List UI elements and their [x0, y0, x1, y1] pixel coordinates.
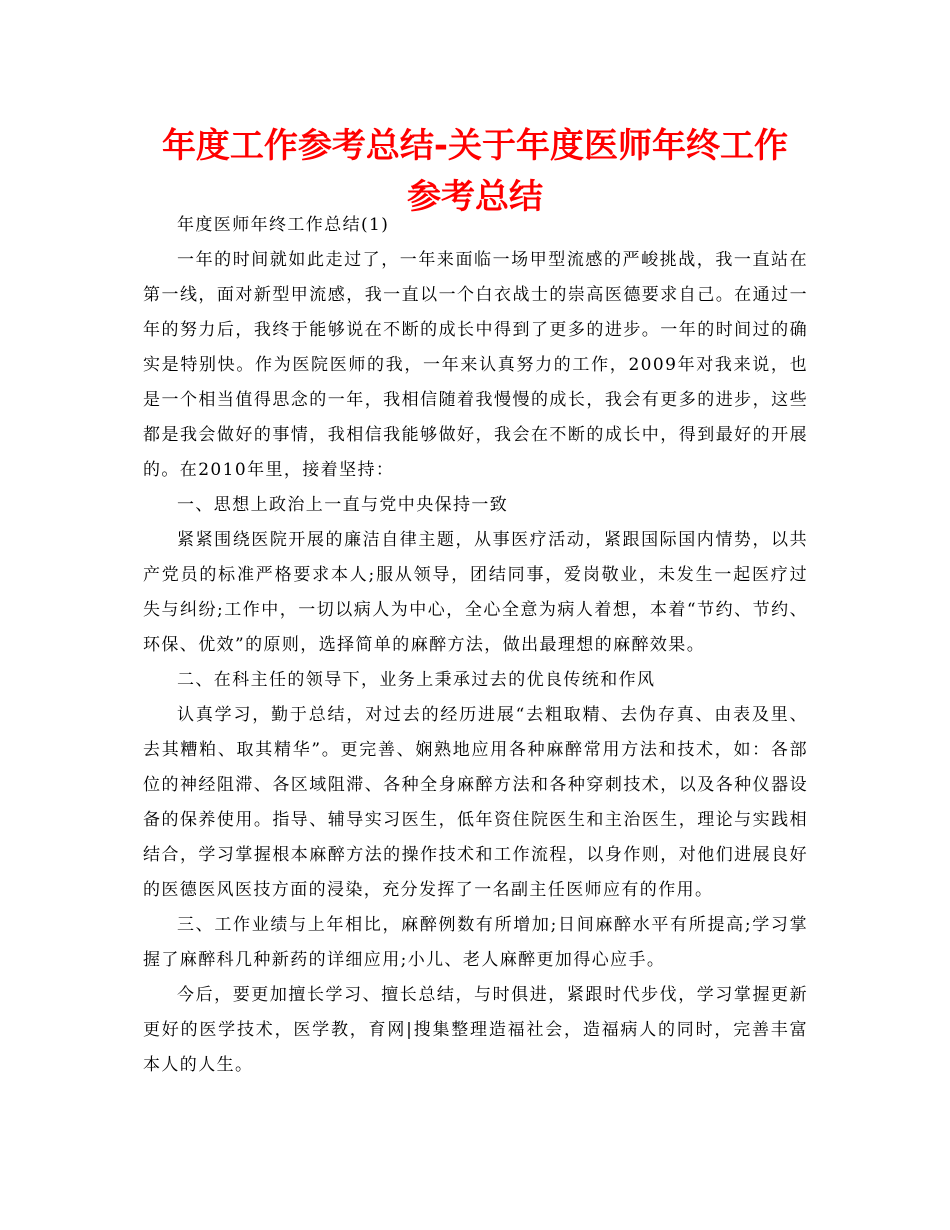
- paragraph: 紧紧围绕医院开展的廉洁自律主题，从事医疗活动，紧跟国际国内情势，以共产党员的标准严格要求本人;服从领导，团结同事，爱岗敬业，未发生一起医疗过失与纠纷;工作中，一切以病人为中心，全心全意为病人着想，本着“节约、节约、环保、优效”的原则，选择简单的麻醉方法，做出最理想的麻醉效果。: [143, 530, 808, 655]
- section-heading: 一、思想上政治上一直与党中央保持一致: [177, 495, 509, 515]
- section-heading: 年度医师年终工作总结(1): [177, 215, 390, 235]
- document-body: [143, 208, 808, 1083]
- paragraph: 一年的时间就如此走过了，一年来面临一场甲型流感的严峻挑战，我一直站在第一线，面对新型甲流感，我一直以一个白衣战士的崇高医德要求自己。在通过一年的努力后，我终于能够说在不断的成长中得到了更多的进步。一年的时间过的确实是特别快。作为医院医师的我，一年来认真努力的工作，2009年对我来说，也是一个相当值得思念的一年，我相信随着我慢慢的成长，我会有更多的进步，这些都是我会做好的事情，我相信我能够做好，我会在不断的成长中，得到最好的开展的。在2010年里，接着坚持：: [143, 250, 808, 480]
- paragraph: 今后，要更加擅长学习、擅长总结，与时俱进，紧跟时代步伐，学习掌握更新更好的医学技术，医学教，育网|搜集整理造福社会，造福病人的同时，完善丰富本人的人生。: [143, 985, 808, 1075]
- paragraph: 三、工作业绩与上年相比，麻醉例数有所增加;日间麻醉水平有所提高;学习掌握了麻醉科几种新药的详细应用;小儿、老人麻醉更加得心应手。: [143, 915, 808, 970]
- section-heading: 二、在科主任的领导下，业务上秉承过去的优良传统和作风: [177, 670, 656, 690]
- document-title: 年度工作参考总结-关于年度医师年终工作参考总结: [161, 126, 789, 217]
- paragraph: 认真学习，勤于总结，对过去的经历进展“去粗取精、去伪存真、由表及里、去其糟粕、取其精华”。更完善、娴熟地应用各种麻醉常用方法和技术，如：各部位的神经阻滞、各区域阻滞、各种全身麻醉方法和各种穿刺技术，以及各种仪器设备的保养使用。指导、辅导实习医生，低年资住院医生和主治医生，理论与实践相结合，学习掌握根本麻醉方法的操作技术和工作流程，以身作则，对他们进展良好的医德医风医技方面的浸染，充分发挥了一名副主任医师应有的作用。: [143, 705, 808, 900]
